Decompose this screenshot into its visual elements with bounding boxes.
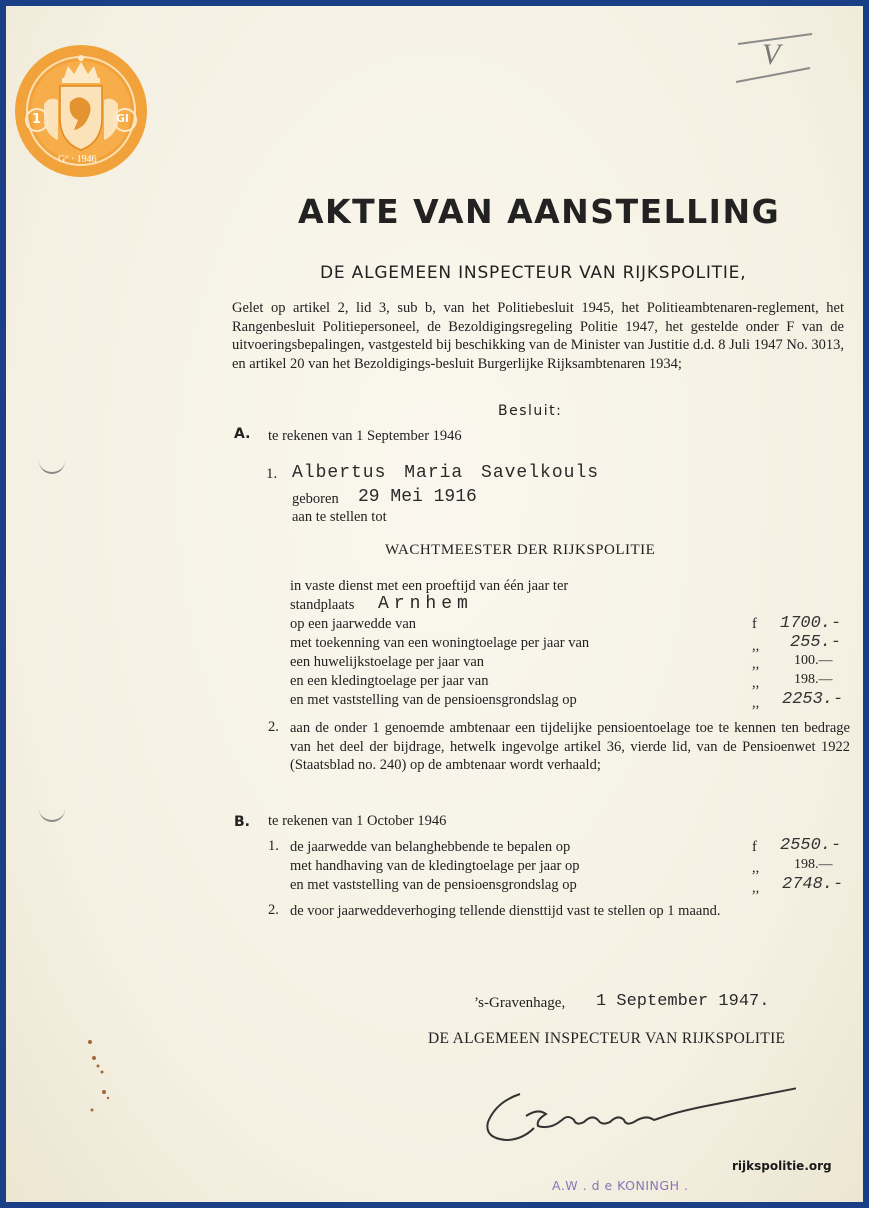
housing-amount: 255.- — [790, 633, 842, 652]
marriage-row-label: een huwelijkstoelage per jaar van — [290, 654, 485, 670]
signer-name-stamp: A.W . d e KONINGH . — [552, 1178, 689, 1193]
punch-hole — [39, 806, 65, 822]
revenue-stamp — [14, 44, 148, 178]
section-a-date: te rekenen van 1 September 1946 — [268, 428, 462, 444]
section-a-item1-number: 1. — [266, 466, 278, 482]
currency-mark: f — [752, 839, 757, 855]
section-b-marker: B. — [234, 814, 250, 830]
currency-mark: ,, — [752, 880, 760, 896]
section-a-item2-text: aan de onder 1 genoemde ambtenaar een tijdelijke pensioentoelage toe te kennen ten bedrage van het deel der bijdrage, hetwelk ingevolge artikel 36, vierde lid, van de Pensioenwet 1922 (Staatsblad no. 240) op de ambtenaar wordt verhaald; — [290, 720, 850, 774]
appointee-name: Albertus Maria Savelkouls — [292, 463, 600, 483]
document-frame — [4, 4, 865, 1204]
foxing-stains — [82, 1036, 132, 1126]
born-date: 29 Mei 1916 — [358, 487, 477, 507]
currency-mark: ,, — [752, 638, 760, 654]
handwritten-signature — [476, 1076, 796, 1156]
currency-mark: ,, — [752, 860, 760, 876]
document-title: AKTE VAN AANSTELLING — [298, 192, 781, 231]
salary-table-a — [290, 615, 850, 715]
salary-table-b — [290, 838, 850, 898]
currency-mark: ,, — [752, 656, 760, 672]
section-b-item2-text: de voor jaarweddeverhoging tellende diensttijd vast te stellen op 1 maand. — [290, 903, 721, 919]
corner-mark-letter: V — [762, 38, 781, 71]
pension-row-label: en met vaststelling van de pensioensgrondslag op — [290, 877, 577, 893]
stain-icon — [82, 1036, 132, 1126]
pension-amount: 2748.- — [782, 875, 844, 894]
besluit-heading: Besluit: — [498, 403, 563, 419]
salary-row-label: op een jaarwedde van — [290, 616, 417, 632]
stamp-denomination: 1 — [32, 112, 42, 127]
currency-mark: ,, — [752, 675, 760, 691]
corner-mark — [732, 28, 816, 88]
station-name: Arnhem — [378, 594, 473, 614]
salary-amount: 2550.- — [780, 836, 842, 855]
sign-date: 1 September 1947. — [596, 992, 770, 1011]
place: ’s-Gravenhage, — [474, 995, 566, 1011]
pension-row-label: en met vaststelling van de pensioensgrondslag op — [290, 692, 577, 708]
authority-heading: DE ALGEMEEN INSPECTEUR VAN RIJKSPOLITIE, — [320, 263, 747, 283]
marriage-amount: 100.— — [794, 653, 833, 668]
watermark: rijkspolitie.org — [732, 1159, 832, 1173]
clothing-amount: 198.— — [794, 672, 833, 687]
signature-icon — [476, 1076, 796, 1156]
section-b-date: te rekenen van 1 October 1946 — [268, 813, 447, 829]
appoint-line: aan te stellen tot — [292, 509, 387, 525]
punch-hole — [39, 458, 65, 474]
section-a-marker: A. — [234, 426, 251, 442]
section-b-item2-number: 2. — [268, 902, 279, 918]
stamp-currency: Gl — [116, 112, 129, 125]
currency-mark: f — [752, 616, 757, 632]
housing-row-label: met toekenning van een woningtoelage per jaar van — [290, 635, 590, 651]
pension-amount: 2253.- — [782, 690, 844, 709]
preamble-paragraph: Gelet op artikel 2, lid 3, sub b, van het Politiebesluit 1945, het Politieambtenaren-reglement, het Rangenbesluit Politiepersoneel, de Bezoldigingsregeling Politie 1947, het gestelde onder F van de uitvoeringsbepalingen, vastgesteld bij beschikking van de Minister van Justitie d.d. 8 Juli 1947 No. 3013, en artikel 20 van het Bezoldigings-besluit Burgerlijke Rijksambtenaren 1934; — [232, 300, 844, 372]
rank-heading: WACHTMEESTER DER RIJKSPOLITIE — [385, 542, 656, 558]
born-label: geboren — [292, 491, 339, 507]
station-label: standplaats — [290, 597, 355, 613]
document-page — [6, 6, 863, 1202]
section-a-item2-number: 2. — [268, 719, 279, 735]
clothing-row-label: met handhaving van de kledingtoelage per jaar op — [290, 858, 580, 874]
salary-row-label: de jaarwedde van belanghebbende te bepalen op — [290, 839, 571, 855]
signatory-title: DE ALGEMEEN INSPECTEUR VAN RIJKSPOLITIE — [428, 1030, 786, 1047]
currency-mark: ,, — [752, 695, 760, 711]
section-b-item1-number: 1. — [268, 838, 279, 854]
clothing-amount: 198.— — [794, 857, 833, 872]
stamp-year: Gº · 1946 — [58, 154, 97, 165]
clothing-row-label: en een kledingtoelage per jaar van — [290, 673, 489, 689]
service-line: in vaste dienst met een proeftijd van één jaar ter — [290, 578, 569, 594]
salary-amount: 1700.- — [780, 614, 842, 633]
